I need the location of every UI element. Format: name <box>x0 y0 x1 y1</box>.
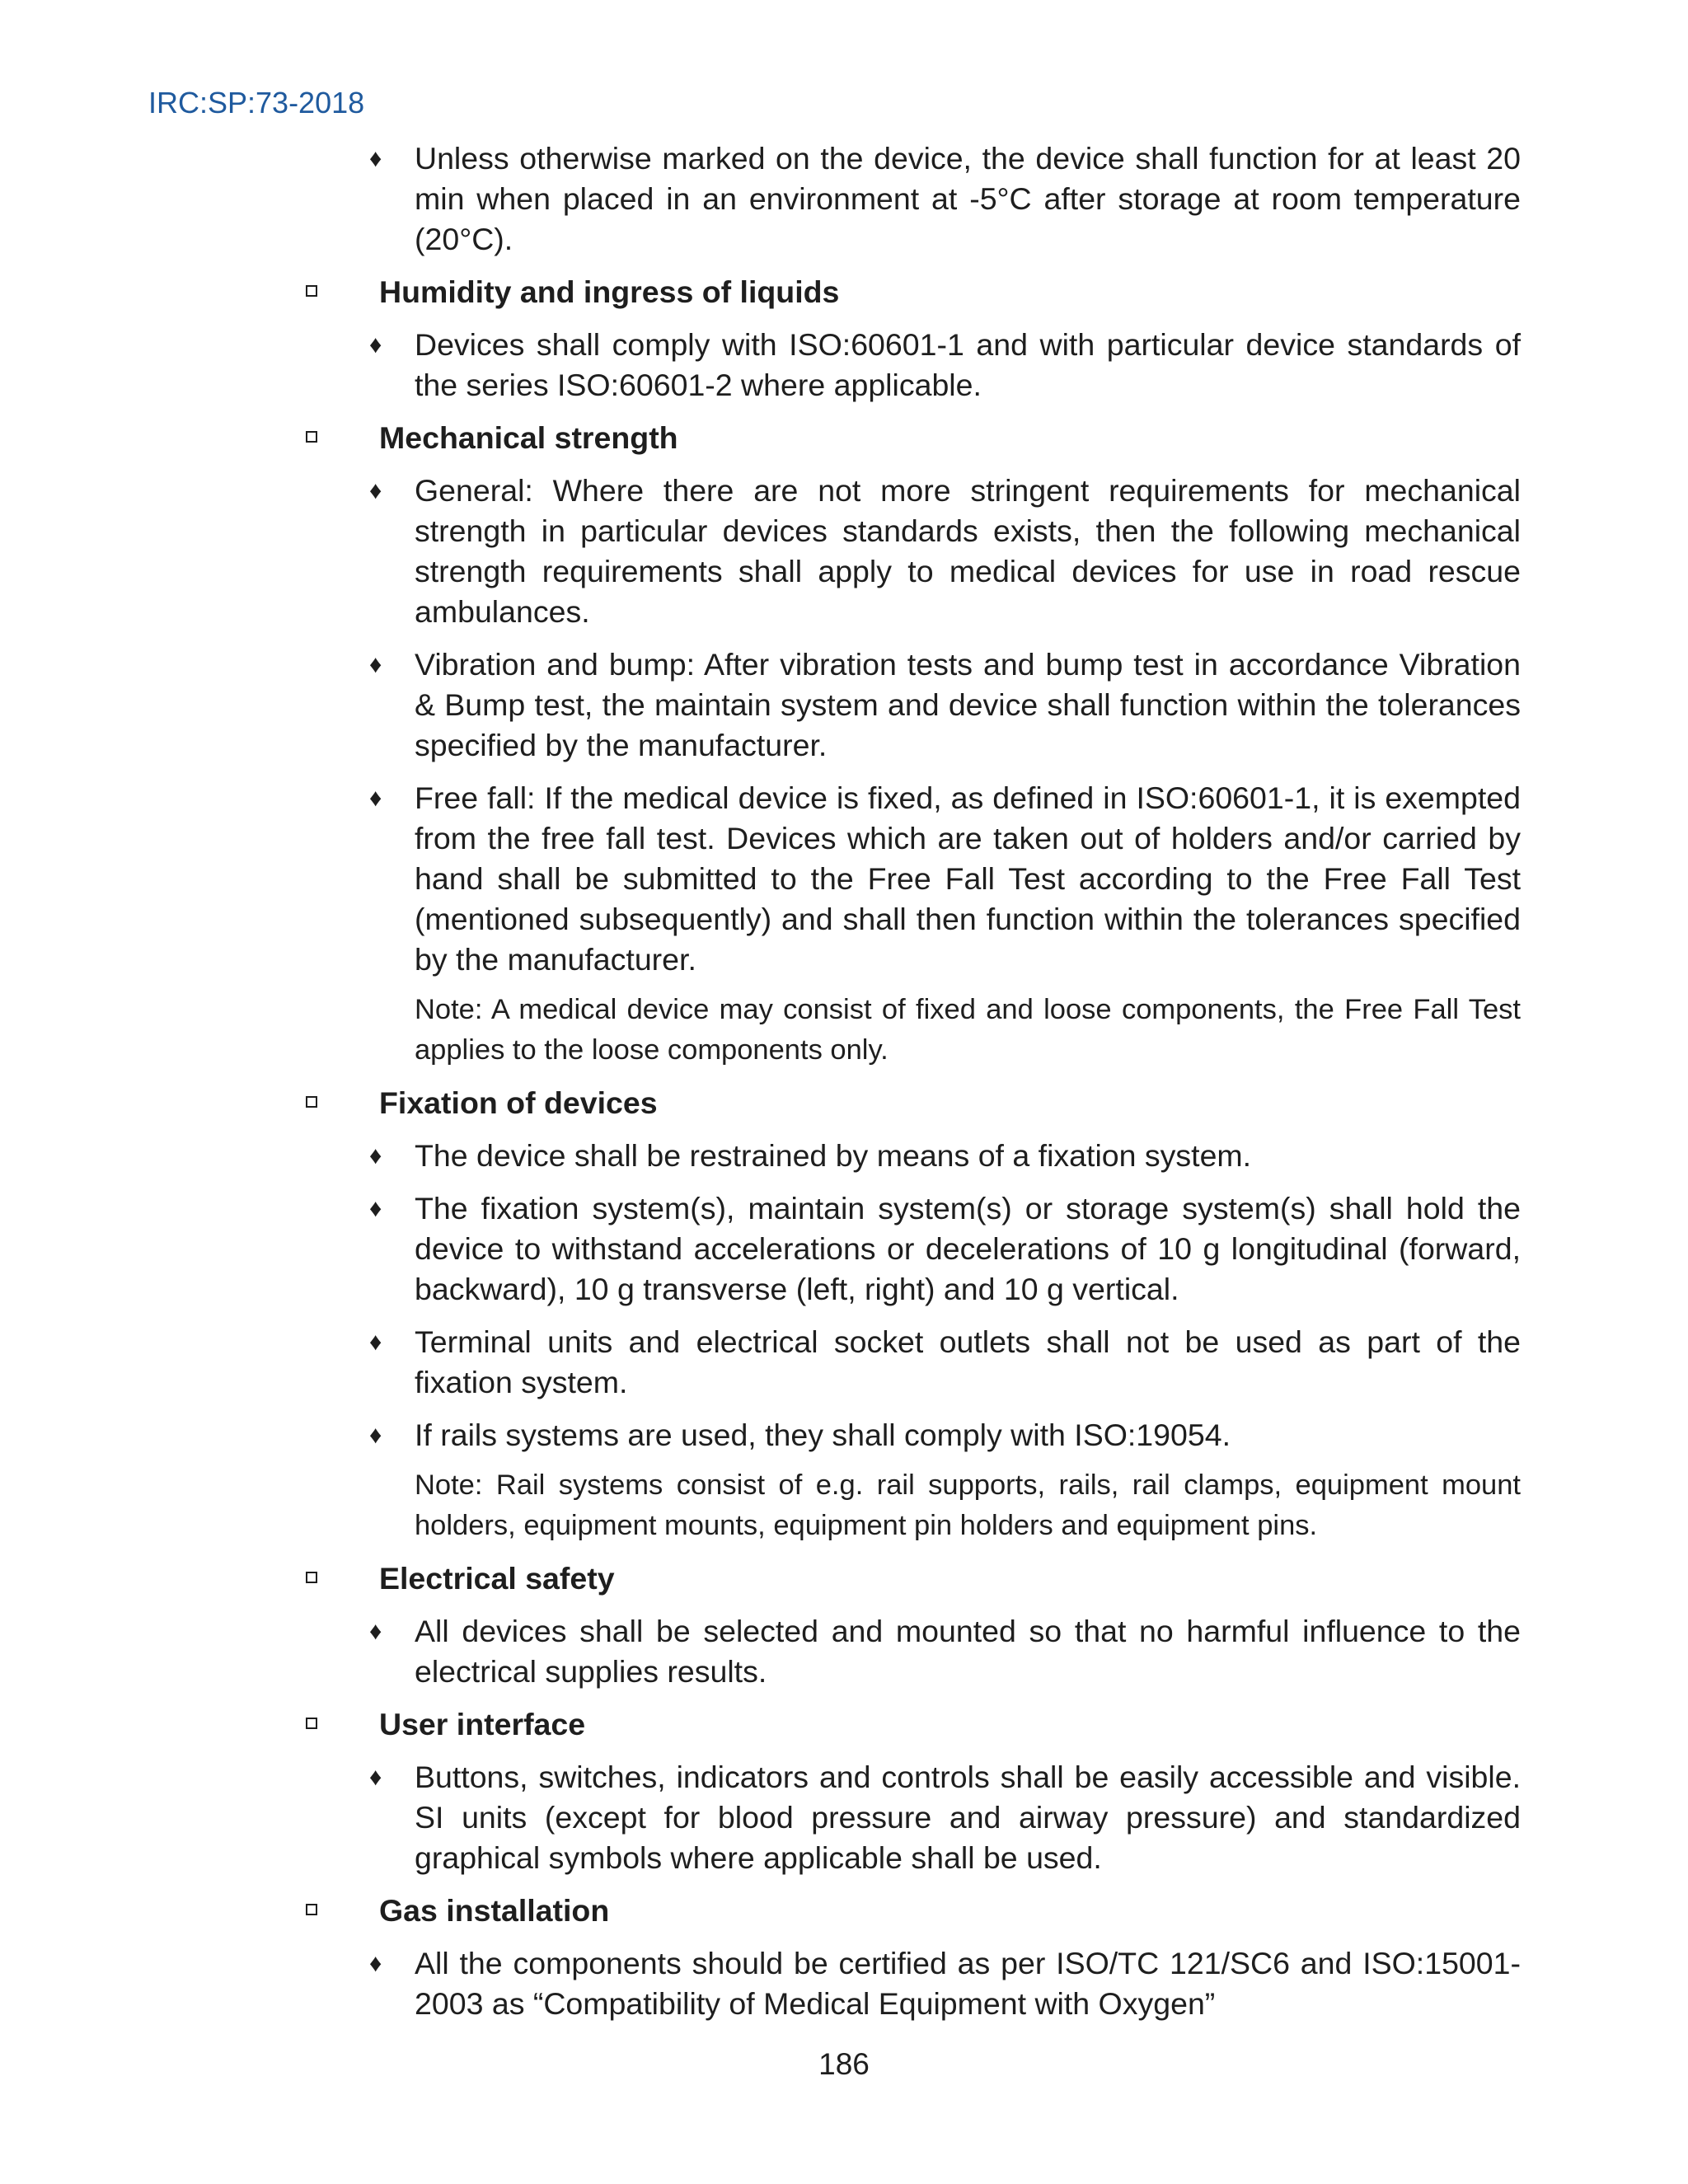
diamond-bullet-icon: ♦ <box>369 785 382 812</box>
bullet-item <box>305 1943 1521 2024</box>
bullet-text: The fixation system(s), maintain system(s) or storage system(s) shall hold the device to withstand accelerations or decelerations of 10 g longitudinal (forward, backward), 10 g transverse (left, right) and 10 g vertical. <box>415 1191 1521 1306</box>
bullet-text: Buttons, switches, indicators and controls shall be easily accessible and visible. SI units (except for blood pressure and airway pressure) and standardized graphical symbols where applicable shall be used. <box>415 1760 1521 1875</box>
bullet-text: Devices shall comply with ISO:60601-1 and with particular device standards of the series ISO:60601-2 where applicable. <box>415 327 1521 402</box>
note-text: Note: A medical device may consist of fixed and loose components, the Free Fall Test applies to the loose components only. <box>415 994 1521 1066</box>
section-title: Fixation of devices <box>379 1085 658 1120</box>
page-number: 186 <box>818 2047 870 2081</box>
intro-block <box>305 138 1521 260</box>
diamond-bullet-icon: ♦ <box>369 1764 382 1791</box>
diamond-bullet-icon: ♦ <box>369 1618 382 1645</box>
document-code-header: IRC:SP:73-2018 <box>148 86 365 120</box>
section-heading <box>305 1704 1521 1745</box>
diamond-bullet-icon: ♦ <box>369 331 382 359</box>
section-title: Gas installation <box>379 1893 610 1928</box>
section-title: User interface <box>379 1707 586 1741</box>
bullet-text: All devices shall be selected and mounted so that no harmful influence to the electrical supplies results. <box>415 1614 1521 1689</box>
bullet-text: If rails systems are used, they shall comply with ISO:19054. <box>415 1418 1231 1452</box>
note-text: Note: Rail systems consist of e.g. rail supports, rails, rail clamps, equipment mount holders, equipment mounts, equipment pin holders and equipment pins. <box>415 1469 1521 1541</box>
diamond-bullet-icon: ♦ <box>369 145 382 172</box>
section-title: Humidity and ingress of liquids <box>379 274 840 309</box>
section-user-interface <box>305 1704 1521 1878</box>
bullet-text: Free fall: If the medical device is fixed, as defined in ISO:60601-1, it is exempted from the free fall test. Devices which are taken out of holders and/or carried by hand shall be submitted to the Free Fall Test according to the Free Fall Test (mentioned subsequently) and shall then function within the tolerances specified by the manufacturer. <box>415 780 1521 977</box>
bullet-item <box>305 644 1521 766</box>
square-bullet-icon <box>306 1572 317 1583</box>
bullet-item <box>305 1322 1521 1403</box>
section-fixation <box>305 1083 1521 1546</box>
square-bullet-icon <box>306 285 317 297</box>
bullet-text: Unless otherwise marked on the device, the device shall function for at least 20 min when placed in an environment at -5°C after storage at room temperature (20°C). <box>415 141 1521 256</box>
square-bullet-icon <box>306 1096 317 1108</box>
section-electrical-safety <box>305 1558 1521 1692</box>
bullet-item <box>305 1136 1521 1176</box>
bullet-item <box>305 325 1521 405</box>
bullet-item <box>305 1757 1521 1878</box>
section-heading <box>305 272 1521 312</box>
square-bullet-icon <box>306 1904 317 1915</box>
bullet-item <box>305 778 1521 980</box>
page-content <box>305 138 1521 2024</box>
section-heading <box>305 1083 1521 1123</box>
section-humidity <box>305 272 1521 405</box>
diamond-bullet-icon: ♦ <box>369 651 382 678</box>
diamond-bullet-icon: ♦ <box>369 1142 382 1169</box>
diamond-bullet-icon: ♦ <box>369 1195 382 1222</box>
bullet-item <box>305 1611 1521 1692</box>
bullet-text: All the components should be certified as per ISO/TC 121/SC6 and ISO:15001-2003 as “Compatibility of Medical Equipment with Oxygen” <box>415 1946 1521 2021</box>
bullet-item <box>305 138 1521 260</box>
section-heading <box>305 1558 1521 1599</box>
bullet-item <box>305 471 1521 632</box>
section-heading <box>305 1891 1521 1931</box>
bullet-text: Terminal units and electrical socket outlets shall not be used as part of the fixation system. <box>415 1324 1521 1399</box>
section-heading <box>305 418 1521 458</box>
diamond-bullet-icon: ♦ <box>369 1329 382 1356</box>
section-mechanical-strength <box>305 418 1521 1071</box>
section-gas-installation <box>305 1891 1521 2024</box>
section-title: Mechanical strength <box>379 420 678 455</box>
square-bullet-icon <box>306 1718 317 1729</box>
diamond-bullet-icon: ♦ <box>369 1950 382 1977</box>
bullet-item <box>305 1188 1521 1310</box>
diamond-bullet-icon: ♦ <box>369 477 382 504</box>
bullet-text: The device shall be restrained by means of a fixation system. <box>415 1138 1252 1173</box>
bullet-text: General: Where there are not more stringent requirements for mechanical strength in particular devices standards exists, then the following mechanical strength requirements shall apply to medical devices for use in road rescue ambulances. <box>415 473 1521 629</box>
bullet-text: Vibration and bump: After vibration tests and bump test in accordance Vibration & Bump test, the maintain system and device shall function within the tolerances specified by the manufacturer. <box>415 647 1521 762</box>
square-bullet-icon <box>306 431 317 443</box>
bullet-item <box>305 1415 1521 1455</box>
diamond-bullet-icon: ♦ <box>369 1422 382 1449</box>
section-title: Electrical safety <box>379 1561 615 1596</box>
